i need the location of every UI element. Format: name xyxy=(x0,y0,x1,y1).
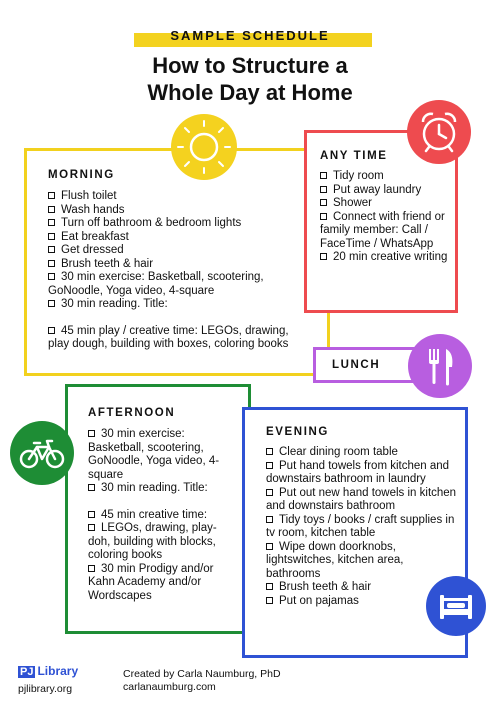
checkbox[interactable] xyxy=(266,543,273,550)
checkbox[interactable] xyxy=(48,233,55,240)
fork-knife-icon xyxy=(408,334,472,398)
afternoon-list xyxy=(88,428,238,603)
sun-icon xyxy=(171,114,237,180)
list-item: Turn off bathroom & bedroom lights xyxy=(48,217,310,231)
anytime-list xyxy=(320,170,448,265)
list-item: Flush toilet xyxy=(48,190,310,204)
list-item: 45 min creative time: xyxy=(88,509,238,523)
checkbox[interactable] xyxy=(266,489,273,496)
checkbox[interactable] xyxy=(48,206,55,213)
title-line-1: How to Structure a xyxy=(152,53,348,78)
list-item: 30 min reading. Title: xyxy=(48,298,310,312)
list-item: Brush teeth & hair xyxy=(266,581,458,595)
checkbox[interactable] xyxy=(88,565,95,572)
checkbox[interactable] xyxy=(88,524,95,531)
checkbox[interactable] xyxy=(266,462,273,469)
list-item: Put hand towels from kitchen and downstairs bathroom in laundry xyxy=(266,459,450,485)
page-title xyxy=(0,52,500,106)
list-item: Connect with friend or family member: Call / FaceTime / WhatsApp xyxy=(320,210,445,250)
list-item: LEGOs, drawing, play-doh, building with blocks, coloring books xyxy=(88,522,217,561)
checkbox[interactable] xyxy=(320,253,327,260)
pj-library-logo[interactable] xyxy=(18,664,78,678)
bicycle-icon xyxy=(10,421,74,485)
list-item: 30 min exercise: Basketball, scootering, GoNoodle, Yoga video, 4-square xyxy=(48,271,264,297)
alarm-clock-icon xyxy=(407,100,471,164)
checkbox[interactable] xyxy=(48,273,55,280)
checkbox[interactable] xyxy=(266,597,273,604)
checkbox[interactable] xyxy=(320,186,327,193)
list-item: Get dressed xyxy=(48,244,310,258)
list-item: Shower xyxy=(320,197,448,211)
checkbox[interactable] xyxy=(266,516,273,523)
checkbox[interactable] xyxy=(48,260,55,267)
list-item: Tidy toys / books / craft supplies in tv room, kitchen table xyxy=(266,513,455,539)
bed-icon xyxy=(426,576,486,636)
footer-credit xyxy=(123,668,281,694)
checkbox[interactable] xyxy=(48,300,55,307)
logo-text: Library xyxy=(37,664,79,678)
credit-text: Created by Carla Naumburg, PhD xyxy=(123,668,281,680)
checkbox[interactable] xyxy=(48,246,55,253)
credit-url[interactable]: carlanaumburg.com xyxy=(123,681,216,693)
checkbox[interactable] xyxy=(88,511,95,518)
checkbox[interactable] xyxy=(48,327,55,334)
morning-list xyxy=(48,190,310,352)
list-item: Eat breakfast xyxy=(48,231,310,245)
checkbox[interactable] xyxy=(320,172,327,179)
list-item: Put away laundry xyxy=(320,184,448,198)
list-item: Put on pajamas xyxy=(266,595,458,609)
checkbox[interactable] xyxy=(88,430,95,437)
checkbox[interactable] xyxy=(320,199,327,206)
list-item: 30 min exercise: Basketball, scootering, GoNoodle, Yoga video, 4-square xyxy=(88,428,220,481)
checkbox[interactable] xyxy=(266,583,273,590)
checkbox[interactable] xyxy=(266,448,273,455)
morning-heading: MORNING xyxy=(48,169,115,181)
list-item: Put out new hand towels in kitchen and downstairs bathroom xyxy=(266,486,457,512)
title-line-2: Whole Day at Home xyxy=(147,80,353,105)
lunch-heading: LUNCH xyxy=(332,359,381,371)
list-item: Wipe down doorknobs, lightswitches, kitchen area, bathrooms xyxy=(266,540,404,580)
evening-heading: EVENING xyxy=(266,426,329,438)
anytime-heading: ANY TIME xyxy=(320,150,388,162)
afternoon-heading: AFTERNOON xyxy=(88,407,176,419)
checkbox[interactable] xyxy=(48,219,55,226)
kicker-label: SAMPLE SCHEDULE xyxy=(170,28,330,43)
checkbox[interactable] xyxy=(320,213,327,220)
footer-url[interactable]: pjlibrary.org xyxy=(18,683,73,695)
list-item: 30 min reading. Title: xyxy=(88,482,238,496)
list-item: 45 min play / creative time: LEGOs, drawing, play dough, building with boxes, coloring books xyxy=(48,324,289,350)
checkbox[interactable] xyxy=(48,192,55,199)
list-item: Tidy room xyxy=(320,170,448,184)
list-item: 30 min Prodigy and/or Kahn Academy and/or Wordscapes xyxy=(88,562,214,602)
logo-mark: PJ xyxy=(20,666,34,678)
checkbox[interactable] xyxy=(88,484,95,491)
list-item: Clear dining room table xyxy=(266,446,458,460)
list-item: Wash hands xyxy=(48,204,310,218)
list-item: Brush teeth & hair xyxy=(48,258,310,272)
list-item: 20 min creative writing xyxy=(320,251,448,265)
